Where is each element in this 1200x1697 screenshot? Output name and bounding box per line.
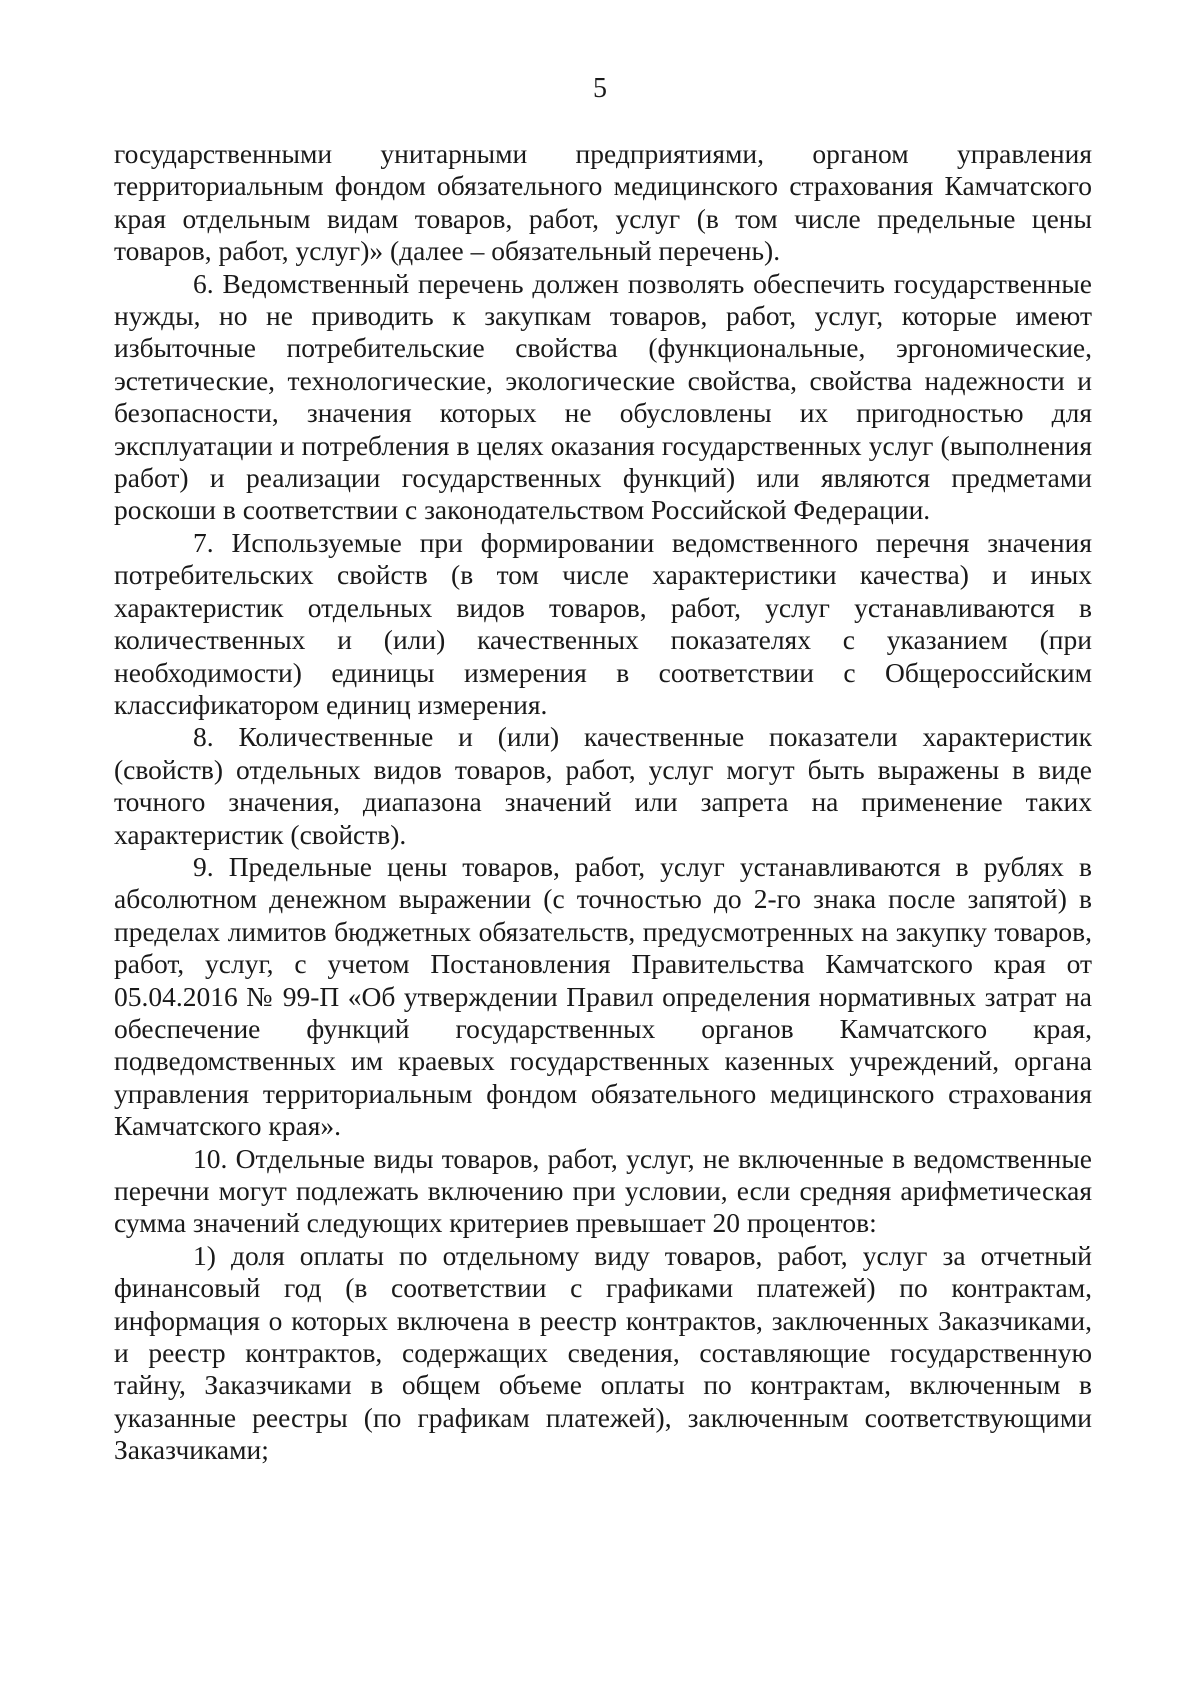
paragraph-continuation: государственными унитарными предприятиями, органом управления территориальным фондом обязательного медицинского страхования Камчатского края отдельным видам товаров, работ, услуг (в том числе предельные цены товаров, работ, услуг)» (далее – обязательный перечень). xyxy=(114,138,1092,267)
paragraph-item-10: 10. Отдельные виды товаров, работ, услуг, не включенные в ведомственные перечни могут подлежать включению при условии, если средняя арифметическая сумма значений следующих критериев превышает 20 процентов: xyxy=(114,1142,1092,1239)
paragraph-item-6: 6. Ведомственный перечень должен позволять обеспечить государственные нужды, но не приводить к закупкам товаров, работ, услуг, которые имеют избыточные потребительские свойства (функциональные, эргономические, эстетические, технологические, экологические свойства, свойства надежности и безопасности, значения которых не обусловлены их пригодностью для эксплуатации и потребления в целях оказания государственных услуг (выполнения работ) и реализации государственных функций) или являются предметами роскоши в соответствии с законодательством Российской Федерации. xyxy=(114,267,1092,526)
document-body xyxy=(114,138,1092,1467)
paragraph-item-9: 9. Предельные цены товаров, работ, услуг устанавливаются в рублях в абсолютном денежном выражении (с точностью до 2-го знака после запятой) в пределах лимитов бюджетных обязательств, предусмотренных на закупку товаров, работ, услуг, с учетом Постановления Правительства Камчатского края от 05.04.2016 № 99-П «Об утверждении Правил определения нормативных затрат на обеспечение функций государственных органов Камчатского края, подведомственных им краевых государственных казенных учреждений, органа управления территориальным фондом обязательного медицинского страхования Камчатского края». xyxy=(114,850,1092,1142)
page-number: 5 xyxy=(593,73,607,104)
paragraph-item-7: 7. Используемые при формировании ведомственного перечня значения потребительских свойств (в том числе характеристики качества) и иных характеристик отдельных видов товаров, работ, услуг устанавливаются в количественных и (или) качественных показателях с указанием (при необходимости) единицы измерения в соответствии с Общероссийским классификатором единиц измерения. xyxy=(114,526,1092,720)
paragraph-item-8: 8. Количественные и (или) качественные показатели характеристик (свойств) отдельных видов товаров, работ, услуг могут быть выражены в виде точного значения, диапазона значений или запрета на применение таких характеристик (свойств). xyxy=(114,721,1092,850)
paragraph-subitem-1: 1) доля оплаты по отдельному виду товаров, работ, услуг за отчетный финансовый год (в соответствии с графиками платежей) по контрактам, информация о которых включена в реестр контрактов, заключенных Заказчиками, и реестр контрактов, содержащих сведения, составляющие государственную тайну, Заказчиками в общем объеме оплаты по контрактам, включенным в указанные реестры (по графикам платежей), заключенным соответствующими Заказчиками; xyxy=(114,1239,1092,1466)
